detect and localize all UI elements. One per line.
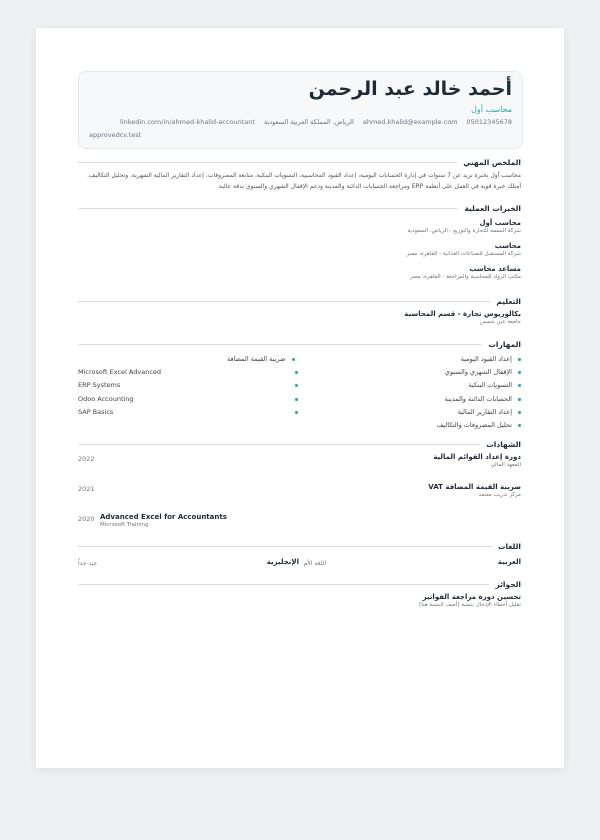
certificates-section: [78, 440, 521, 543]
language-name: العربية: [497, 558, 521, 566]
experience-role: محاسب أول: [479, 219, 521, 227]
experience-item: [78, 219, 521, 234]
languages-section: [78, 542, 521, 570]
certificate-name: ضريبة القيمة المضافة VAT: [428, 483, 521, 491]
section-title-languages: اللغات: [78, 542, 521, 551]
awards-section: [78, 580, 521, 608]
section-title-education: التعليم: [78, 297, 521, 306]
job-title: محاسب أول: [471, 105, 512, 114]
bullet-icon: [295, 371, 298, 374]
skill-item: إعداد التقارير المالية: [305, 406, 522, 419]
education-section: [78, 297, 521, 325]
language-level: جيد جداً: [78, 560, 98, 567]
website-link[interactable]: approvedcv.test: [89, 131, 142, 139]
resume-page: [36, 28, 564, 768]
certificate-year: 2020: [78, 515, 95, 523]
resume-header: [78, 71, 523, 149]
section-title-experience: الخبرات العملية: [78, 204, 521, 213]
certificate-item: [78, 483, 521, 513]
section-title-summary: الملخص المهني: [78, 158, 521, 167]
skill-item: الحسابات الدائنة والمدينة: [305, 393, 522, 406]
experience-role: محاسب: [494, 242, 521, 250]
summary-text: محاسب أول بخبرة تزيد عن 7 سنوات في إدارة الحسابات اليومية، إعداد القيود المحاسبية، التسويات البنكية، متابعة المصروفات، إعداد التقارير المالية الشهرية، وتحليل التكاليف. أمتلك خبرة قوية في العمل على أنظمة ERP ومراجعة الحسابات الدائنة والمدينة ودعم الإقفال الشهري والسنوي بدقة عالية.: [87, 172, 521, 190]
certificate-item: [78, 513, 521, 543]
section-title-awards: الجوائز: [78, 580, 521, 589]
linkedin-link[interactable]: linkedin.com/in/ahmed-khalid-accountant: [119, 118, 255, 126]
skill-item: Microsoft Excel Advanced: [78, 366, 295, 379]
award-description: تقليل أخطاء الإدخال بنسبة [أضف النسبة هنا]: [419, 602, 521, 608]
experience-item: [78, 265, 521, 280]
full-name: أحمد خالد عبد الرحمن: [308, 78, 512, 100]
experience-role: مساعد محاسب: [469, 265, 521, 273]
bullet-icon: [518, 384, 521, 387]
certificate-issuer: مركز تدريب معتمد: [478, 492, 521, 498]
certificate-year: 2021: [78, 485, 95, 493]
section-title-certificates: الشهادات: [78, 440, 521, 449]
certificate-item: [78, 453, 521, 483]
certificate-name: Advanced Excel for Accountants: [100, 513, 227, 521]
education-school: جامعة عين شمس: [479, 319, 521, 325]
certificate-issuer: Microsoft Training: [100, 522, 149, 528]
phone: 05012345678: [466, 118, 512, 126]
bullet-icon: [518, 358, 521, 361]
skills-list: [78, 353, 521, 432]
bullet-icon: [295, 384, 298, 387]
skill-item: التسويات البنكية: [305, 379, 522, 392]
skill-item: الإقفال الشهري والسنوي: [305, 366, 522, 379]
skill-item: ضريبة القيمة المضافة: [78, 353, 295, 366]
award-name: تحسين دورة مراجعة الفواتير: [422, 593, 521, 601]
certificate-name: دورة إعداد القوائم المالية: [433, 453, 521, 461]
section-title-skills: المهارات: [78, 340, 521, 349]
bullet-icon: [295, 398, 298, 401]
bullet-icon: [518, 424, 521, 427]
bullet-icon: [518, 411, 521, 414]
language-name: الإنجليزية: [266, 558, 299, 566]
skill-item: SAP Basics: [78, 406, 295, 419]
skills-section: [78, 340, 521, 432]
education-degree: بكالوريوس تجارة - قسم المحاسبة: [404, 310, 521, 318]
experience-company: مكتب الرواد للمحاسبة والمراجعة - القاهرة، مصر: [409, 274, 521, 280]
contact-row: [89, 118, 512, 126]
skill-item: ERP Systems: [78, 379, 295, 392]
languages-row: [78, 556, 521, 570]
experience-item: [78, 242, 521, 257]
experience-company: شركة المستقبل للصناعات الغذائية - القاهرة، مصر: [406, 251, 521, 257]
email[interactable]: ahmed.khalid@example.com: [362, 118, 458, 126]
certificate-year: 2022: [78, 455, 95, 463]
summary-section: [78, 158, 521, 192]
bullet-icon: [518, 398, 521, 401]
experience-company: شركة النسمة للتجارة والتوزيع - الرياض، السعودية: [407, 228, 521, 234]
experience-section: [78, 204, 521, 280]
skill-item: إعداد القيود اليومية: [305, 353, 522, 366]
certificate-issuer: المعهد المالي: [490, 462, 521, 468]
bullet-icon: [518, 371, 521, 374]
bullet-icon: [295, 411, 298, 414]
location: الرياض، المملكة العربية السعودية: [263, 118, 354, 126]
bullet-icon: [292, 358, 295, 361]
skill-item: تحليل المصروفات والتكاليف: [305, 419, 522, 432]
language-level: اللغة الأم: [303, 560, 326, 567]
skill-item: Odoo Accounting: [78, 393, 295, 406]
